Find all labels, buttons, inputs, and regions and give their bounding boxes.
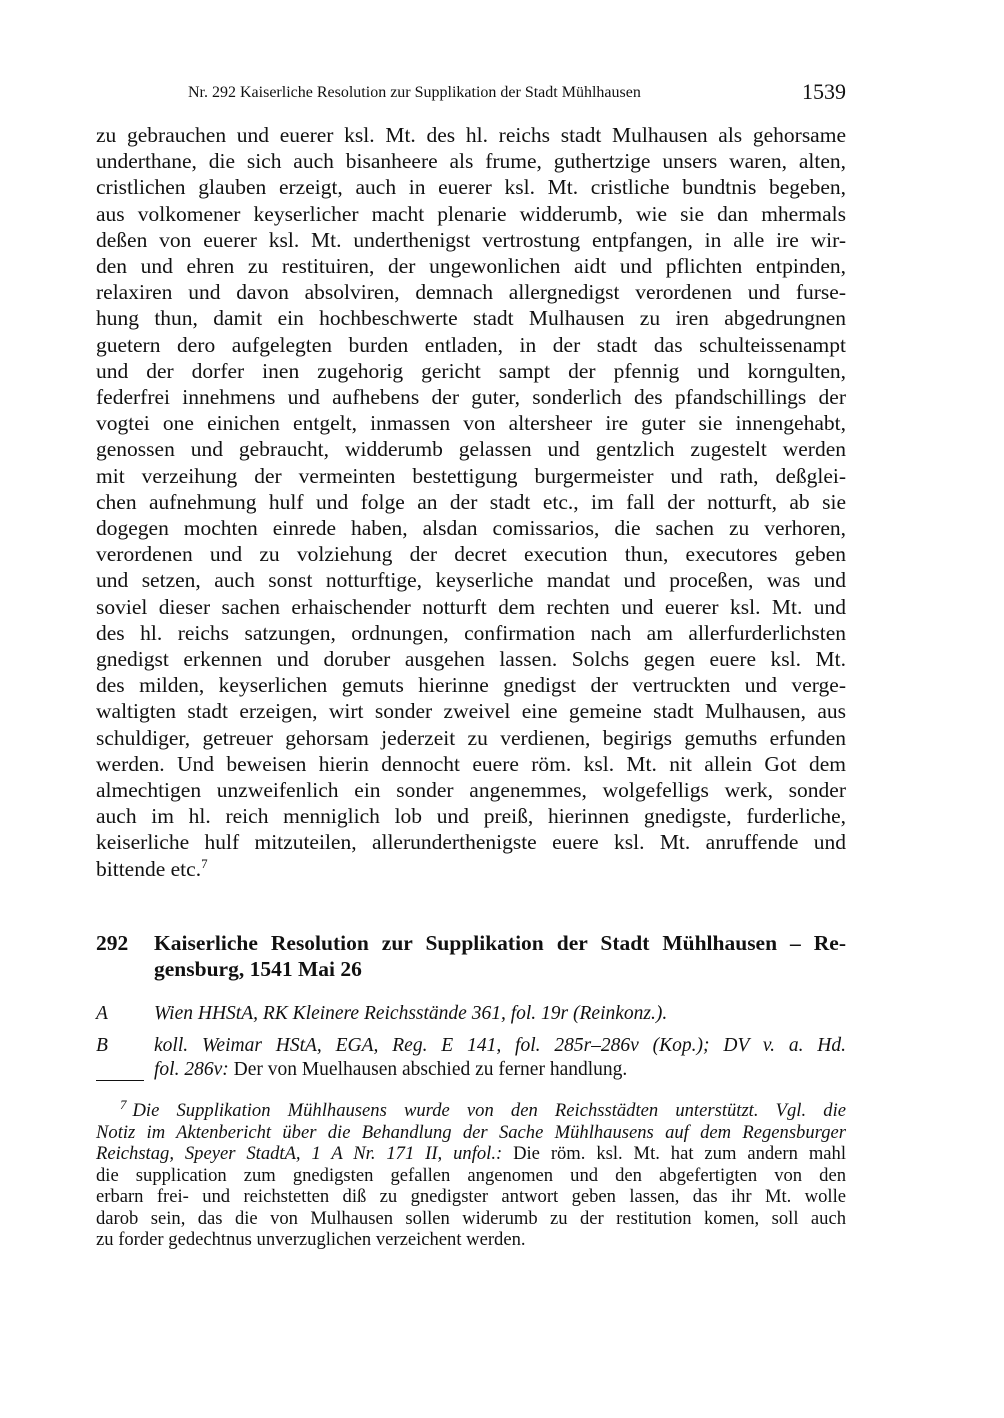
text-line: guetern dero aufgelegten burden entladen, in der stadt das schulteissenampt bbox=[96, 332, 846, 357]
source-reference: koll. Weimar HStA, EGA, Reg. E 141, fol. 285r–286v (Kop.); DV v. a. Hd. bbox=[154, 1035, 846, 1056]
running-title: Nr. 292 Kaiserliche Resolution zur Supplikation der Stadt Mühlhausen bbox=[188, 84, 641, 101]
footnote-text: Die Supplikation Mühlhausens wurde von den Reichsstädten unterstützt. Vgl. die bbox=[132, 1100, 846, 1121]
text-line: keiserliche hulf mitzuteilen, allerunderthenigste euere ksl. Mt. anruffende und bbox=[96, 830, 846, 855]
text-line: des milden, keyserlichen gemuts hierinne gnedigst der vertruckten und verge- bbox=[96, 673, 846, 698]
footnote-line: zu forder gedechtnus unverzuglichen verzeichent werden. bbox=[96, 1229, 526, 1250]
document-title-line: Kaiserliche Resolution zur Supplikation der Stadt Mühlhausen – Re- bbox=[154, 931, 846, 955]
footnote-line bbox=[96, 1096, 846, 1122]
footnote-line: die supplication zum gnedigsten gefallen angenomen und den abgefertigten von den bbox=[96, 1164, 846, 1186]
footnote-line: erbarn frei- und reichstetten diß zu gnedigster antwort geben lassen, das ihr Mt. wolle bbox=[96, 1186, 846, 1207]
text-line: schuldiger, getreuer gehorsam jederzeit zu verdienen, begirigs gemuths erfunden bbox=[96, 725, 846, 750]
text-line: dogegen mochten einrede haben, alsdan comissarios, die sachen zu verhoren, bbox=[96, 516, 846, 541]
document-title bbox=[154, 930, 846, 982]
text-line: zu gebrauchen und euerer ksl. Mt. des hl. reichs stadt Mulhausen als gehorsame bbox=[96, 123, 846, 147]
source-text bbox=[154, 1034, 846, 1082]
text-line: soviel dieser sachen erhaischender notturft dem rechten und euerer ksl. Mt. und bbox=[96, 594, 846, 619]
text-line: waltigten stadt erzeigen, wirt sonder zweivel eine gemeine stadt Mulhausen, aus bbox=[96, 699, 846, 724]
page-number: 1539 bbox=[802, 79, 846, 104]
text-line: des hl. reichs satzungen, ordnungen, confirmation nach am allerfurderlichsten bbox=[96, 620, 846, 645]
source-dorsal-note: Der von Muelhausen abschied zu ferner handlung. bbox=[228, 1059, 628, 1080]
text-line: cristlichen glauben erzeigt, auch in euerer ksl. Mt. cristliche bundtnis begeben, bbox=[96, 175, 846, 200]
footnote bbox=[96, 1096, 846, 1251]
text-line: und der dorfer inen zugehorig gericht sampt der pfennig und korngulten, bbox=[96, 358, 846, 383]
text-line: federfrei innehmens und aufhebens der guter, sonderlich des pfandschillings der bbox=[96, 385, 846, 410]
source-entry bbox=[96, 1002, 846, 1026]
document-heading bbox=[96, 930, 846, 982]
text-line: almechtigen unzweifenlich ein sonder angenemmes, wolgefelligs werk, sonder bbox=[96, 778, 846, 803]
text-line: mit verzeihung der vermeinten bestettigung burgermeister und rath, deßglei- bbox=[96, 463, 846, 488]
source-folio: fol. 286v: bbox=[154, 1059, 229, 1080]
text-line: werden. Und beweisen hierin dennocht euere röm. ksl. Mt. nit allein Got dem bbox=[96, 751, 846, 776]
text-line-last bbox=[96, 856, 846, 882]
document-number: 292 bbox=[96, 931, 129, 955]
text-line: chen aufnehmung hulf und folge an der stadt etc., im fall der notturft, ab sie bbox=[96, 489, 846, 514]
source-list bbox=[96, 1002, 846, 1090]
footnote-reference[interactable]: 7 bbox=[201, 855, 208, 871]
source-siglum: A bbox=[96, 1003, 108, 1024]
text-line: gnedigst erkennen und doruber ausgehen lassen. Solchs gegen euere ksl. Mt. bbox=[96, 647, 846, 672]
text-line: aus volkomener keyserlicher macht plenarie widderumb, wie sie dan mhermals bbox=[96, 201, 846, 226]
footnote-line: darob sein, das die von Mulhausen sollen widerumb zu der restitution komen, soll auch bbox=[96, 1207, 846, 1229]
text-line: hung thun, damit ein hochbeschwerte stadt Mulhausen zu iren abgedrungnen bbox=[96, 306, 846, 331]
source-note bbox=[154, 1058, 846, 1082]
text-line: auch im hl. reich menniglich lob und preiß, hierinnen gnedigste, furderliche, bbox=[96, 804, 846, 829]
text-line: underthane, die sich auch bisanheere als frume, guthertzige unsers waren, alten, bbox=[96, 149, 846, 174]
text-line: den und ehren zu restituiren, der ungewonlichen aidt und pflichten entpinden, bbox=[96, 254, 846, 279]
main-text bbox=[96, 122, 846, 882]
footnote-line: Notiz im Aktenbericht über die Behandlung der Sache Mühlhausens auf dem Regensburger bbox=[96, 1121, 846, 1143]
footnote-line bbox=[96, 1143, 846, 1165]
text-line: und setzen, auch sonst notturftige, keyserliche mandat und proceßen, was und bbox=[96, 568, 846, 593]
text-line: deßen von euerer ksl. Mt. underthenigst vertrostung entpfangen, in alle ire wir- bbox=[96, 227, 846, 252]
footnote-number: 7 bbox=[120, 1096, 127, 1112]
text-line: verordenen und zu volziehung der decret execution thun, executores geben bbox=[96, 542, 846, 567]
source-text bbox=[154, 1002, 846, 1026]
text-line: relaxiren und davon absolviren, demnach allergnedigst verordenen und furse- bbox=[96, 280, 846, 305]
running-head bbox=[96, 79, 848, 110]
text-line: vogtei one einichen entgelt, inmassen von altersheer ire guter sie innengehabt, bbox=[96, 411, 846, 436]
footnote-citation: Reichstag, Speyer StadtA, 1 A Nr. 171 II, unfol.: bbox=[96, 1143, 503, 1164]
last-line-text: bittende etc. bbox=[96, 856, 202, 881]
document-title-line: gensburg, 1541 Mai 26 bbox=[154, 957, 362, 981]
source-entry bbox=[96, 1034, 846, 1082]
footnote-quote: Die röm. ksl. Mt. hat zum andern mahl bbox=[502, 1143, 846, 1164]
footnote-divider bbox=[96, 1080, 144, 1081]
source-reference: Wien HHStA, RK Kleinere Reichsstände 361, fol. 19r (Reinkonz.). bbox=[154, 1003, 668, 1024]
source-siglum: B bbox=[96, 1035, 108, 1056]
text-line: genossen und gebraucht, widderumb gelassen und gentzlich zugestelt werden bbox=[96, 437, 846, 462]
